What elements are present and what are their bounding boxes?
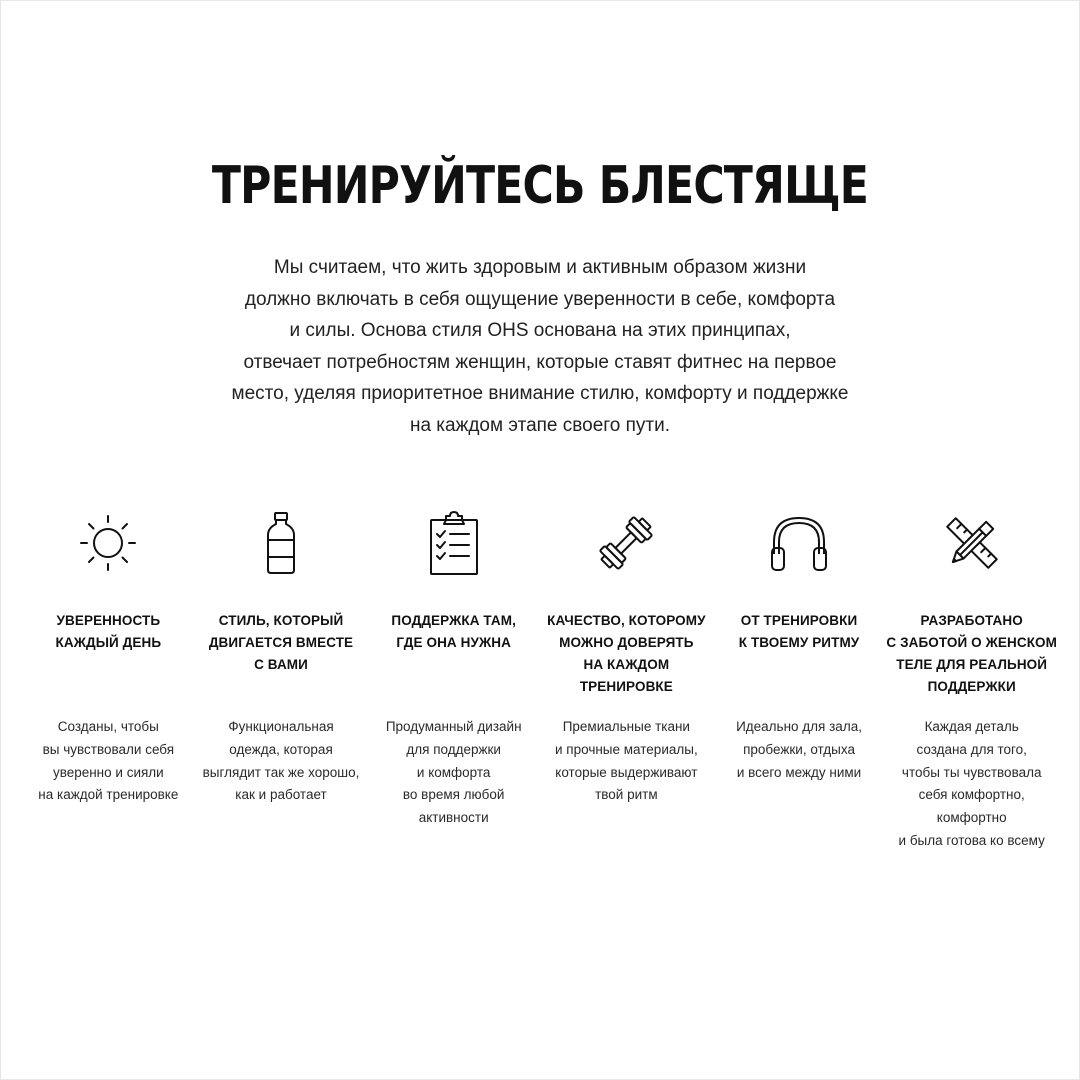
feature-support <box>367 510 540 853</box>
feature-desc-line: и всего между ними <box>736 764 862 780</box>
feature-desc-line: Премиальные ткани <box>562 719 690 734</box>
feature-quality <box>540 510 713 853</box>
feature-desc-line: Каждая деталь <box>924 719 1019 734</box>
feature-description <box>367 716 540 830</box>
dumbbell-icon <box>593 510 659 576</box>
feature-desc-line: вы чувствовали себя <box>42 741 175 757</box>
feature-title-line: ТРЕНИРОВКЕ <box>579 679 673 694</box>
feature-description <box>540 716 713 807</box>
intro-line: и силы. Основа стиля OHS основана на этих принципах, <box>289 320 791 341</box>
feature-desc-line: себя комфортно, <box>918 787 1025 803</box>
feature-title <box>22 610 195 704</box>
feature-desc-line: Идеально для зала, <box>736 719 862 734</box>
intro-line: Мы считаем, что жить здоровым и активным образом жизни <box>273 257 807 278</box>
feature-title-line: СТИЛЬ, КОТОРЫЙ <box>218 613 344 628</box>
feature-desc-line: выглядит так же хорошо, <box>202 764 360 780</box>
feature-desc-line: для поддержки <box>406 741 501 757</box>
feature-title-line: ПОДДЕРЖКИ <box>927 679 1016 694</box>
feature-title <box>195 610 368 704</box>
clipboard-checklist-icon <box>421 510 487 576</box>
feature-design <box>885 510 1058 853</box>
feature-description <box>22 716 195 807</box>
intro-paragraph <box>140 252 940 441</box>
feature-title-line: ОТ ТРЕНИРОВКИ <box>740 613 858 628</box>
feature-desc-line: как и работает <box>235 787 327 803</box>
feature-desc-line: Функциональная <box>228 719 334 734</box>
feature-desc-line: твой ритм <box>595 787 658 803</box>
feature-title-line: МОЖНО ДОВЕРЯТЬ <box>559 635 694 650</box>
page-title: ТРЕНИРУЙТЕСЬ БЛЕСТЯЩЕ <box>211 156 869 216</box>
feature-desc-line: Продуманный дизайн <box>385 719 522 734</box>
feature-title-line: ПОДДЕРЖКА ТАМ, <box>391 613 516 628</box>
feature-desc-line: и была готова ко всему <box>898 832 1045 848</box>
feature-style <box>195 510 368 853</box>
feature-desc-line: на каждой тренировке <box>38 787 179 803</box>
features-row <box>22 510 1058 853</box>
feature-title-line: К ТВОЕМУ РИТМУ <box>738 635 860 650</box>
feature-desc-line: и прочные материалы, <box>555 741 698 757</box>
intro-line: на каждом этапе своего пути. <box>409 414 671 436</box>
feature-desc-line: чтобы ты чувствовала <box>901 764 1042 780</box>
pencil-ruler-icon <box>939 510 1005 576</box>
intro-line: должно включать в себя ощущение уверенности в себе, комфорта <box>244 288 836 310</box>
feature-description <box>885 716 1058 853</box>
feature-title-line: РАЗРАБОТАНО <box>920 613 1023 628</box>
feature-title-line: КАЧЕСТВО, КОТОРОМУ <box>547 613 706 628</box>
water-bottle-icon <box>248 510 314 576</box>
feature-title-line: КАЖДЫЙ ДЕНЬ <box>55 635 162 650</box>
intro-line: отвечает потребностям женщин, которые ставят фитнес на первое <box>243 351 837 373</box>
feature-title-line: ТЕЛЕ ДЛЯ РЕАЛЬНОЙ <box>896 657 1048 672</box>
feature-desc-line: во время любой <box>402 787 505 803</box>
feature-title-line: ДВИГАЕТСЯ ВМЕСТЕ <box>208 635 354 650</box>
feature-title-line: ГДЕ ОНА НУЖНА <box>396 635 511 650</box>
feature-title <box>885 610 1058 704</box>
feature-desc-line: которые выдерживают <box>555 764 698 780</box>
feature-rhythm <box>713 510 886 853</box>
feature-title <box>367 610 540 704</box>
feature-title-line: С ВАМИ <box>254 657 308 672</box>
feature-desc-line: Созданы, чтобы <box>57 719 159 734</box>
feature-title-line: НА КАЖДОМ <box>583 657 670 672</box>
feature-title <box>713 610 886 704</box>
headphones-icon <box>766 510 832 576</box>
feature-desc-line: создана для того, <box>916 741 1027 757</box>
feature-desc-line: активности <box>418 810 489 826</box>
feature-title <box>540 610 713 704</box>
feature-desc-line: уверенно и сияли <box>52 764 164 780</box>
feature-desc-line: одежда, которая <box>229 741 333 757</box>
feature-confidence <box>22 510 195 853</box>
sun-icon <box>75 510 141 576</box>
feature-description <box>713 716 886 784</box>
feature-desc-line: и комфорта <box>416 764 491 780</box>
feature-description <box>195 716 368 807</box>
feature-desc-line: комфортно <box>936 810 1007 826</box>
feature-title-line: С ЗАБОТОЙ О ЖЕНСКОМ <box>886 635 1057 650</box>
intro-line: место, уделяя приоритетное внимание стилю, комфорту и поддержке <box>231 383 849 404</box>
feature-desc-line: пробежки, отдыха <box>743 741 855 757</box>
feature-title-line: УВЕРЕННОСТЬ <box>56 613 161 628</box>
